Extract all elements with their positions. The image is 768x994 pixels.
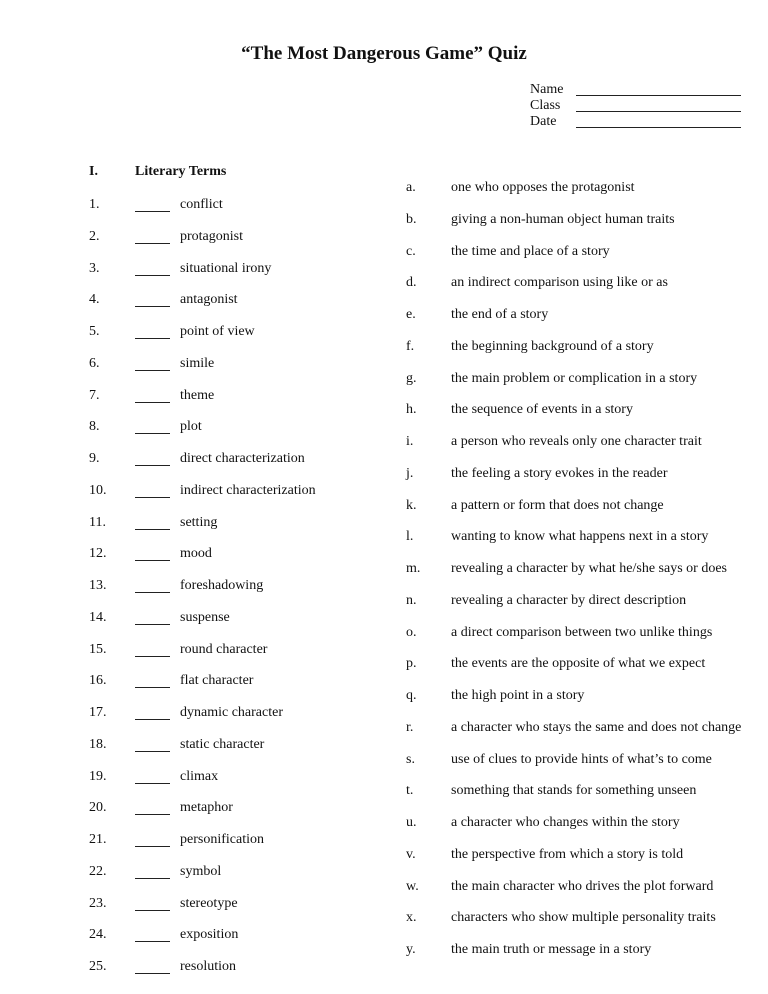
term-number: 9. xyxy=(89,451,100,466)
definition-row xyxy=(0,434,768,452)
term-number: 22. xyxy=(89,863,107,879)
definition-row xyxy=(0,942,768,960)
term-number: 4. xyxy=(89,292,100,308)
definition-letter: v. xyxy=(406,846,416,862)
definition-text: an indirect comparison using like or as xyxy=(451,275,668,291)
term-number: 24. xyxy=(89,927,107,943)
term-label: setting xyxy=(180,514,218,530)
term-label: mood xyxy=(180,546,212,562)
definition-text: the events are the opposite of what we expect xyxy=(451,656,706,672)
definition-row xyxy=(0,625,768,643)
definition-text: the main truth or message in a story xyxy=(451,942,652,957)
class-blank-line[interactable] xyxy=(576,111,741,112)
definition-letter: i. xyxy=(406,434,414,449)
definition-letter: o. xyxy=(406,624,417,640)
term-label: direct characterization xyxy=(180,451,305,466)
definition-row xyxy=(0,466,768,484)
definition-row xyxy=(0,720,768,738)
definition-row xyxy=(0,339,768,357)
definition-text: a character who stays the same and does not change xyxy=(451,719,742,735)
term-number: 14. xyxy=(89,609,107,625)
term-label: round character xyxy=(180,641,268,657)
definition-letter: p. xyxy=(406,656,417,672)
definition-text: wanting to know what happens next in a story xyxy=(451,529,709,545)
definition-text: the main problem or complication in a story xyxy=(451,370,698,386)
term-label: resolution xyxy=(180,959,236,974)
definition-text: something that stands for something unseen xyxy=(451,783,697,799)
definition-letter: x. xyxy=(406,910,417,926)
definition-row xyxy=(0,371,768,389)
definition-row xyxy=(0,593,768,611)
term-number: 3. xyxy=(89,260,100,276)
term-number: 6. xyxy=(89,355,100,371)
term-number: 11. xyxy=(89,514,106,530)
definition-row xyxy=(0,688,768,706)
definition-text: the beginning background of a story xyxy=(451,338,654,354)
term-label: suspense xyxy=(180,609,230,625)
definition-row xyxy=(0,275,768,293)
definition-row xyxy=(0,244,768,262)
term-label: antagonist xyxy=(180,292,238,308)
term-number: 13. xyxy=(89,578,107,593)
definition-row xyxy=(0,180,768,198)
term-label: personification xyxy=(180,832,264,847)
term-number: 1. xyxy=(89,197,100,212)
term-number: 23. xyxy=(89,895,107,911)
term-label: symbol xyxy=(180,863,222,879)
term-number: 20. xyxy=(89,800,107,816)
definition-row xyxy=(0,498,768,516)
term-number: 16. xyxy=(89,673,107,689)
term-label: flat character xyxy=(180,673,254,689)
definition-letter: f. xyxy=(406,338,415,354)
definition-letter: b. xyxy=(406,211,417,227)
term-label: static character xyxy=(180,736,265,752)
term-label: situational irony xyxy=(180,260,272,276)
name-blank-line[interactable] xyxy=(576,95,741,96)
section-title: Literary Terms xyxy=(135,164,227,179)
definition-text: characters who show multiple personality traits xyxy=(451,910,716,926)
definition-letter: h. xyxy=(406,402,417,418)
term-number: 19. xyxy=(89,768,107,784)
definition-letter: g. xyxy=(406,370,417,386)
definition-text: giving a non-human object human traits xyxy=(451,211,675,227)
term-number: 10. xyxy=(89,482,107,498)
definition-row xyxy=(0,656,768,674)
term-label: indirect characterization xyxy=(180,482,316,498)
definition-text: a person who reveals only one character trait xyxy=(451,434,702,449)
definition-letter: n. xyxy=(406,592,417,608)
definition-letter: c. xyxy=(406,243,416,259)
quiz-title: “The Most Dangerous Game” Quiz xyxy=(241,43,527,64)
term-label: climax xyxy=(180,768,219,784)
term-row xyxy=(0,959,370,977)
definition-row xyxy=(0,212,768,230)
term-number: 21. xyxy=(89,832,107,847)
definition-letter: s. xyxy=(406,751,415,767)
definition-letter: d. xyxy=(406,275,417,291)
definition-letter: u. xyxy=(406,815,417,830)
definition-letter: r. xyxy=(406,719,414,735)
definition-text: one who opposes the protagonist xyxy=(451,180,635,195)
term-number: 25. xyxy=(89,959,107,974)
definition-row xyxy=(0,307,768,325)
definition-text: the high point in a story xyxy=(451,688,585,703)
definition-row xyxy=(0,879,768,897)
term-label: simile xyxy=(180,355,215,371)
definition-text: a character who changes within the story xyxy=(451,815,680,830)
definition-row xyxy=(0,910,768,928)
term-number: 2. xyxy=(89,228,100,244)
definition-letter: y. xyxy=(406,942,416,957)
term-number: 17. xyxy=(89,705,107,720)
definition-text: the end of a story xyxy=(451,307,549,322)
definition-row xyxy=(0,402,768,420)
definition-letter: w. xyxy=(406,878,419,894)
definition-letter: q. xyxy=(406,688,417,703)
definition-letter: j. xyxy=(406,465,414,481)
definition-row xyxy=(0,847,768,865)
definition-text: revealing a character by what he/she says or does xyxy=(451,561,727,576)
definition-text: the sequence of events in a story xyxy=(451,402,633,418)
term-number: 18. xyxy=(89,736,107,752)
term-label: point of view xyxy=(180,324,255,339)
term-label: foreshadowing xyxy=(180,578,264,593)
definition-text: the feeling a story evokes in the reader xyxy=(451,465,668,481)
definition-text: the perspective from which a story is told xyxy=(451,846,684,862)
name-label: Name xyxy=(530,82,564,97)
term-number: 5. xyxy=(89,324,100,339)
definition-letter: m. xyxy=(406,561,421,576)
definition-row xyxy=(0,561,768,579)
definition-text: a pattern or form that does not change xyxy=(451,497,664,513)
term-number: 8. xyxy=(89,419,100,435)
term-label: protagonist xyxy=(180,228,243,244)
term-label: conflict xyxy=(180,197,223,212)
definition-text: the time and place of a story xyxy=(451,243,610,259)
term-number: 12. xyxy=(89,546,107,562)
definition-letter: k. xyxy=(406,497,417,513)
definition-letter: e. xyxy=(406,307,416,322)
term-label: theme xyxy=(180,387,215,403)
definition-text: a direct comparison between two unlike things xyxy=(451,624,713,640)
term-label: dynamic character xyxy=(180,705,283,720)
class-label: Class xyxy=(530,98,561,113)
definition-letter: l. xyxy=(406,529,414,545)
definition-letter: t. xyxy=(406,783,414,799)
definition-text: revealing a character by direct description xyxy=(451,592,687,608)
term-label: exposition xyxy=(180,927,239,943)
answer-blank[interactable] xyxy=(135,973,170,974)
term-label: stereotype xyxy=(180,895,238,911)
definition-text: use of clues to provide hints of what’s to come xyxy=(451,751,712,767)
section-number: I. xyxy=(89,164,98,179)
definition-row xyxy=(0,783,768,801)
definition-row xyxy=(0,529,768,547)
definition-text: the main character who drives the plot forward xyxy=(451,878,714,894)
term-label: plot xyxy=(180,419,202,435)
term-number: 15. xyxy=(89,641,107,657)
date-label: Date xyxy=(530,114,557,129)
definition-row xyxy=(0,815,768,833)
term-label: metaphor xyxy=(180,800,233,816)
date-blank-line[interactable] xyxy=(576,127,741,128)
definition-letter: a. xyxy=(406,180,416,195)
term-number: 7. xyxy=(89,387,100,403)
definition-row xyxy=(0,752,768,770)
